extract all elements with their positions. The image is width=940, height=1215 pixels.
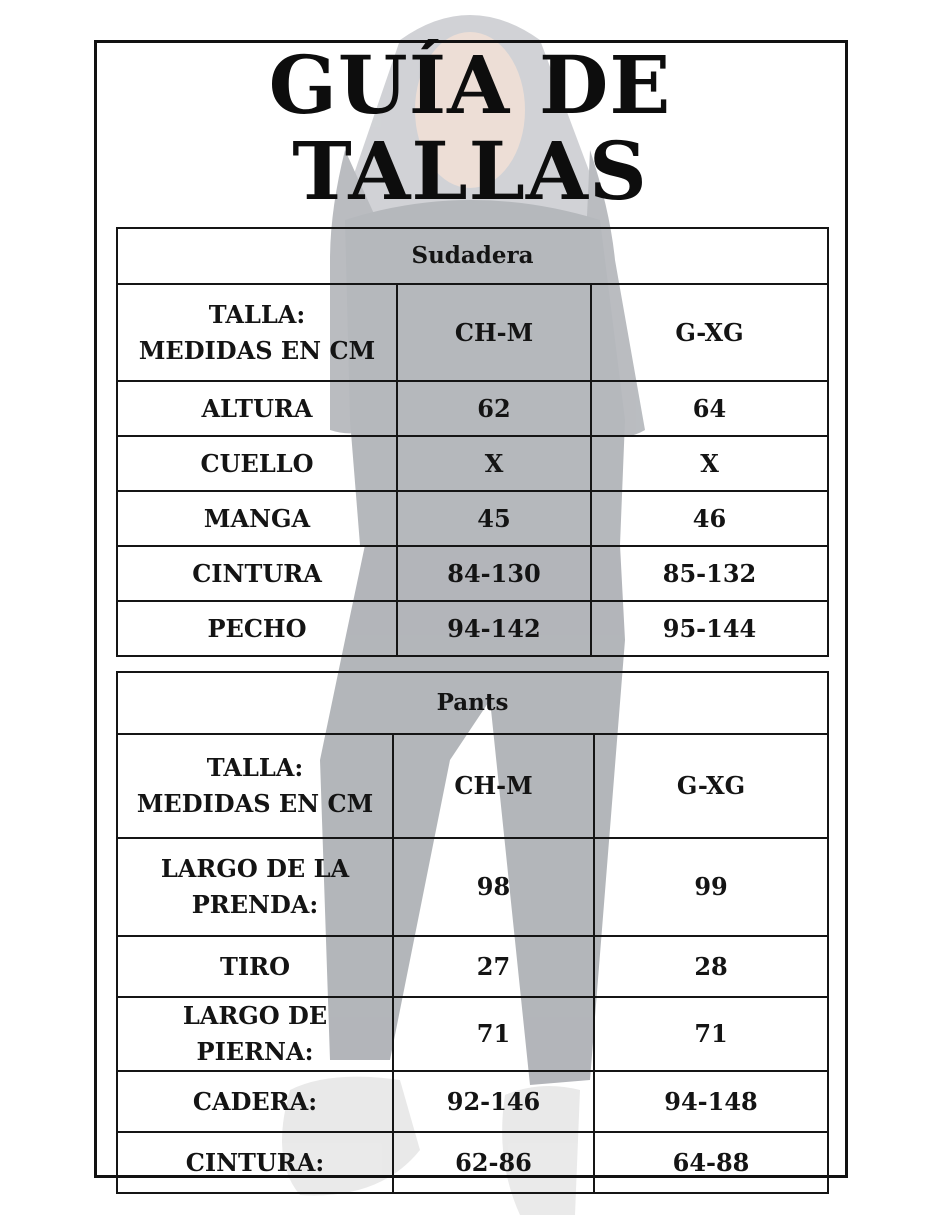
table-row — [117, 436, 828, 491]
row-value: 92-146 — [393, 1071, 594, 1132]
table-row — [117, 601, 828, 656]
sudadera-column-header: CH-M — [397, 284, 591, 381]
row-value: 71 — [594, 997, 828, 1071]
table-row — [117, 936, 828, 997]
row-value: 64-88 — [594, 1132, 828, 1193]
page-title — [0, 38, 940, 218]
row-label: CINTURA — [117, 546, 397, 601]
row-value: 94-148 — [594, 1071, 828, 1132]
row-value: 85-132 — [591, 546, 828, 601]
row-value: 28 — [594, 936, 828, 997]
sudadera-heading: Sudadera — [117, 228, 828, 284]
table-row — [117, 1071, 828, 1132]
table-row — [117, 546, 828, 601]
table-row — [117, 838, 828, 936]
title-line-1: GUÍA DE — [268, 38, 672, 132]
row-value: 46 — [591, 491, 828, 546]
row-label-line2: PRENDA: — [191, 890, 319, 919]
sudadera-size-table — [116, 227, 829, 657]
row-label: LARGO DE PIERNA: — [117, 997, 393, 1071]
table-row — [117, 997, 828, 1071]
row-label — [117, 838, 393, 936]
row-value: 84-130 — [397, 546, 591, 601]
sudadera-column-header: G-XG — [591, 284, 828, 381]
row-value: 45 — [397, 491, 591, 546]
row-label: CINTURA: — [117, 1132, 393, 1193]
row-label: CUELLO — [117, 436, 397, 491]
row-label: MANGA — [117, 491, 397, 546]
title-line-2: TALLAS — [292, 124, 648, 218]
table-row — [117, 491, 828, 546]
row-label: ALTURA — [117, 381, 397, 436]
table-row — [117, 381, 828, 436]
row-label: PECHO — [117, 601, 397, 656]
pants-size-table — [116, 671, 829, 1194]
pants-label-header-line2: MEDIDAS EN CM — [136, 789, 374, 818]
pants-heading: Pants — [117, 672, 828, 734]
sudadera-label-header-line2: MEDIDAS EN CM — [138, 335, 376, 365]
pants-column-header: G-XG — [594, 734, 828, 838]
row-value: 94-142 — [397, 601, 591, 656]
row-value: 62-86 — [393, 1132, 594, 1193]
pants-label-header-line1: TALLA: — [206, 753, 304, 782]
row-label: CADERA: — [117, 1071, 393, 1132]
pants-column-header: CH-M — [393, 734, 594, 838]
row-value: 62 — [397, 381, 591, 436]
sudadera-label-header-line1: TALLA: — [208, 299, 306, 329]
row-value: 98 — [393, 838, 594, 936]
row-value: 99 — [594, 838, 828, 936]
row-label-line1: LARGO DE LA — [160, 854, 350, 883]
row-value: 95-144 — [591, 601, 828, 656]
row-label: TIRO — [117, 936, 393, 997]
sudadera-label-header — [117, 284, 397, 381]
row-value: X — [397, 436, 591, 491]
row-value: 64 — [591, 381, 828, 436]
pants-label-header — [117, 734, 393, 838]
row-value: 27 — [393, 936, 594, 997]
table-row — [117, 1132, 828, 1193]
row-value: X — [591, 436, 828, 491]
row-value: 71 — [393, 997, 594, 1071]
